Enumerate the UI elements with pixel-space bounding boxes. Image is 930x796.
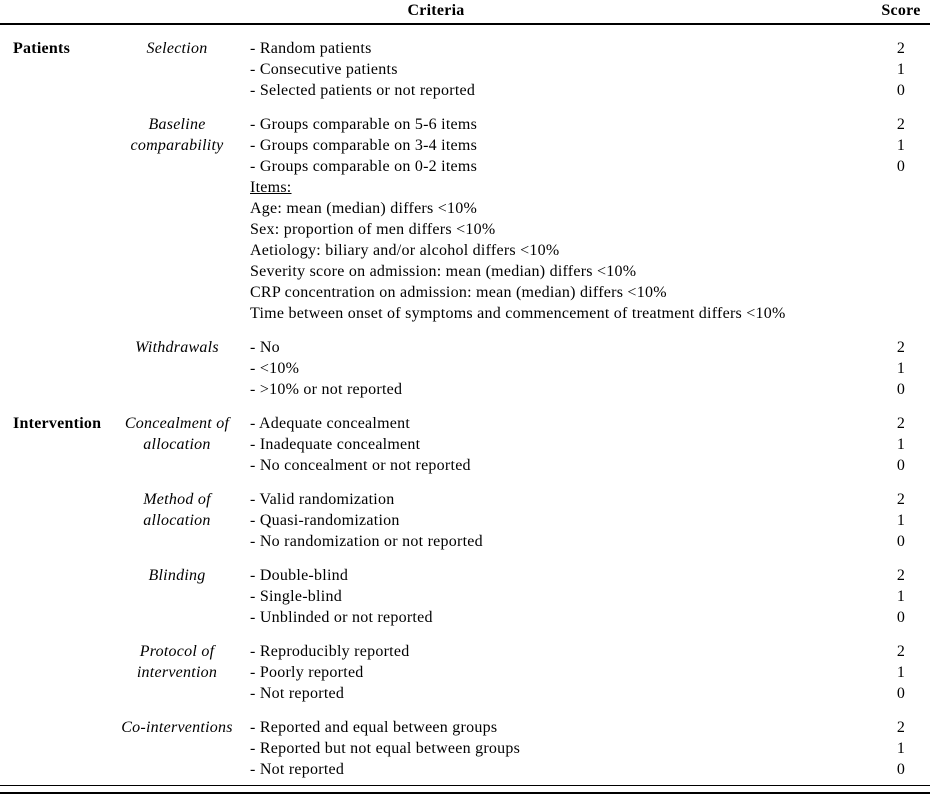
group-spacer (0, 717, 104, 780)
option-text: - No randomization or not reported (250, 533, 483, 550)
criterion-name-method-of-allocation (104, 489, 250, 552)
criterion-name-selection (104, 38, 250, 101)
option-score: 2 (896, 719, 906, 736)
option-score: 0 (896, 82, 906, 99)
option-row (250, 358, 930, 379)
baseline-item-note: Aetiology: biliary and/or alcohol differs <10% (250, 242, 560, 259)
option-score: 1 (896, 360, 906, 377)
criterion-name-line: Method of (143, 491, 211, 508)
group-spacer (0, 114, 104, 324)
criterion-name-line: comparability (130, 137, 224, 154)
criterion-name-line: Selection (146, 40, 208, 57)
option-text: - Not reported (250, 685, 345, 702)
option-text: - Poorly reported (250, 664, 364, 681)
criterion-options (250, 641, 930, 704)
criterion-name-baseline-comparability (104, 114, 250, 324)
option-score: 1 (896, 436, 906, 453)
option-row (250, 565, 930, 586)
baseline-item-note: Severity score on admission: mean (median) differs <10% (250, 263, 637, 280)
option-row (250, 135, 930, 156)
criterion-block-protocol-of-intervention (0, 641, 930, 704)
option-text: - Double-blind (250, 567, 349, 584)
criterion-options (250, 565, 930, 628)
option-text: - Inadequate concealment (250, 436, 421, 453)
baseline-item-note: CRP concentration on admission: mean (median) differs <10% (250, 284, 667, 301)
group-spacer (0, 641, 104, 704)
option-row (250, 717, 930, 738)
criterion-options (250, 413, 930, 476)
option-text: - Consecutive patients (250, 61, 398, 78)
group-spacer (0, 565, 104, 628)
option-text: - Groups comparable on 5-6 items (250, 116, 478, 133)
option-text: - <10% (250, 360, 300, 377)
criterion-name-line: allocation (143, 436, 211, 453)
criterion-name-line: Co-interventions (121, 719, 233, 736)
criterion-name-co-interventions (104, 717, 250, 780)
criterion-name-line: allocation (143, 512, 211, 529)
option-score: 1 (896, 664, 906, 681)
option-row (250, 759, 930, 780)
criterion-name-withdrawals (104, 337, 250, 400)
option-score: 2 (896, 40, 906, 57)
option-row (250, 489, 930, 510)
option-row (250, 156, 930, 177)
criterion-block-selection (0, 38, 930, 101)
option-text: - Random patients (250, 40, 372, 57)
option-score: 0 (896, 381, 906, 398)
criterion-block-baseline-comparability (0, 114, 930, 324)
option-score: 2 (896, 415, 906, 432)
criterion-block-method-of-allocation (0, 489, 930, 552)
option-row (250, 531, 930, 552)
option-row (250, 413, 930, 434)
criterion-block-co-interventions (0, 717, 930, 780)
criterion-name-line: Withdrawals (135, 339, 219, 356)
option-text: - No (250, 339, 280, 356)
option-row (250, 80, 930, 101)
group-spacer (0, 337, 104, 400)
criteria-column-header: Criteria (407, 2, 465, 19)
option-score: 2 (896, 643, 906, 660)
table-header (0, 0, 930, 25)
option-row (250, 641, 930, 662)
option-score: 0 (896, 457, 906, 474)
option-score: 0 (896, 761, 906, 778)
option-row (250, 662, 930, 683)
option-text: - Groups comparable on 0-2 items (250, 158, 478, 175)
option-score: 2 (896, 491, 906, 508)
option-text: - Selected patients or not reported (250, 82, 476, 99)
option-score: 2 (896, 116, 906, 133)
option-score: 2 (896, 567, 906, 584)
criterion-name-line: Blinding (148, 567, 206, 584)
criterion-name-blinding (104, 565, 250, 628)
option-row (250, 683, 930, 704)
items-note-heading-text: Items: (250, 179, 292, 196)
criterion-options (250, 489, 930, 552)
option-text: - Reproducibly reported (250, 643, 410, 660)
criterion-block-withdrawals (0, 337, 930, 400)
criterion-name-line: Protocol of (139, 643, 215, 660)
option-text: - Adequate concealment (250, 415, 411, 432)
option-row (250, 114, 930, 135)
items-note-heading (250, 177, 930, 198)
option-score: 1 (896, 137, 906, 154)
criterion-name-line: Baseline (148, 116, 206, 133)
option-text: - Not reported (250, 761, 345, 778)
option-text: - Single-blind (250, 588, 342, 605)
option-text: - Groups comparable on 3-4 items (250, 137, 478, 154)
option-row (250, 59, 930, 80)
option-score: 0 (896, 609, 906, 626)
criterion-options (250, 38, 930, 101)
option-row (250, 337, 930, 358)
option-row (250, 586, 930, 607)
option-text: - Reported and equal between groups (250, 719, 498, 736)
option-row (250, 738, 930, 759)
option-row (250, 607, 930, 628)
criterion-options (250, 717, 930, 780)
criterion-block-concealment-of-allocation (0, 413, 930, 476)
option-text: - Valid randomization (250, 491, 395, 508)
option-row (250, 434, 930, 455)
option-score: 0 (896, 533, 906, 550)
criterion-options (250, 114, 930, 324)
option-score: 0 (896, 158, 906, 175)
group-label-intervention: Intervention (13, 415, 102, 432)
baseline-item-note: Time between onset of symptoms and commencement of treatment differs <10% (250, 305, 786, 322)
option-score: 2 (896, 339, 906, 356)
score-column-header: Score (881, 2, 921, 19)
baseline-item-note: Sex: proportion of men differs <10% (250, 221, 496, 238)
group-label-patients: Patients (13, 40, 71, 57)
option-row (250, 455, 930, 476)
option-score: 0 (896, 685, 906, 702)
option-score: 1 (896, 588, 906, 605)
criterion-block-blinding (0, 565, 930, 628)
option-row (250, 510, 930, 531)
option-row (250, 38, 930, 59)
table-bottom-rule (0, 785, 930, 794)
baseline-item-note: Age: mean (median) differs <10% (250, 200, 478, 217)
option-row (250, 379, 930, 400)
option-text: - Unblinded or not reported (250, 609, 433, 626)
option-text: - >10% or not reported (250, 381, 403, 398)
criterion-name-line: intervention (136, 664, 218, 681)
option-text: - Quasi-randomization (250, 512, 400, 529)
option-score: 1 (896, 512, 906, 529)
option-text: - Reported but not equal between groups (250, 740, 521, 757)
option-score: 1 (896, 740, 906, 757)
criterion-name-protocol-of-intervention (104, 641, 250, 704)
option-score: 1 (896, 61, 906, 78)
criterion-name-line: Concealment of (124, 415, 230, 432)
criterion-name-concealment-of-allocation (104, 413, 250, 476)
option-text: - No concealment or not reported (250, 457, 471, 474)
criterion-options (250, 337, 930, 400)
group-spacer (0, 489, 104, 552)
